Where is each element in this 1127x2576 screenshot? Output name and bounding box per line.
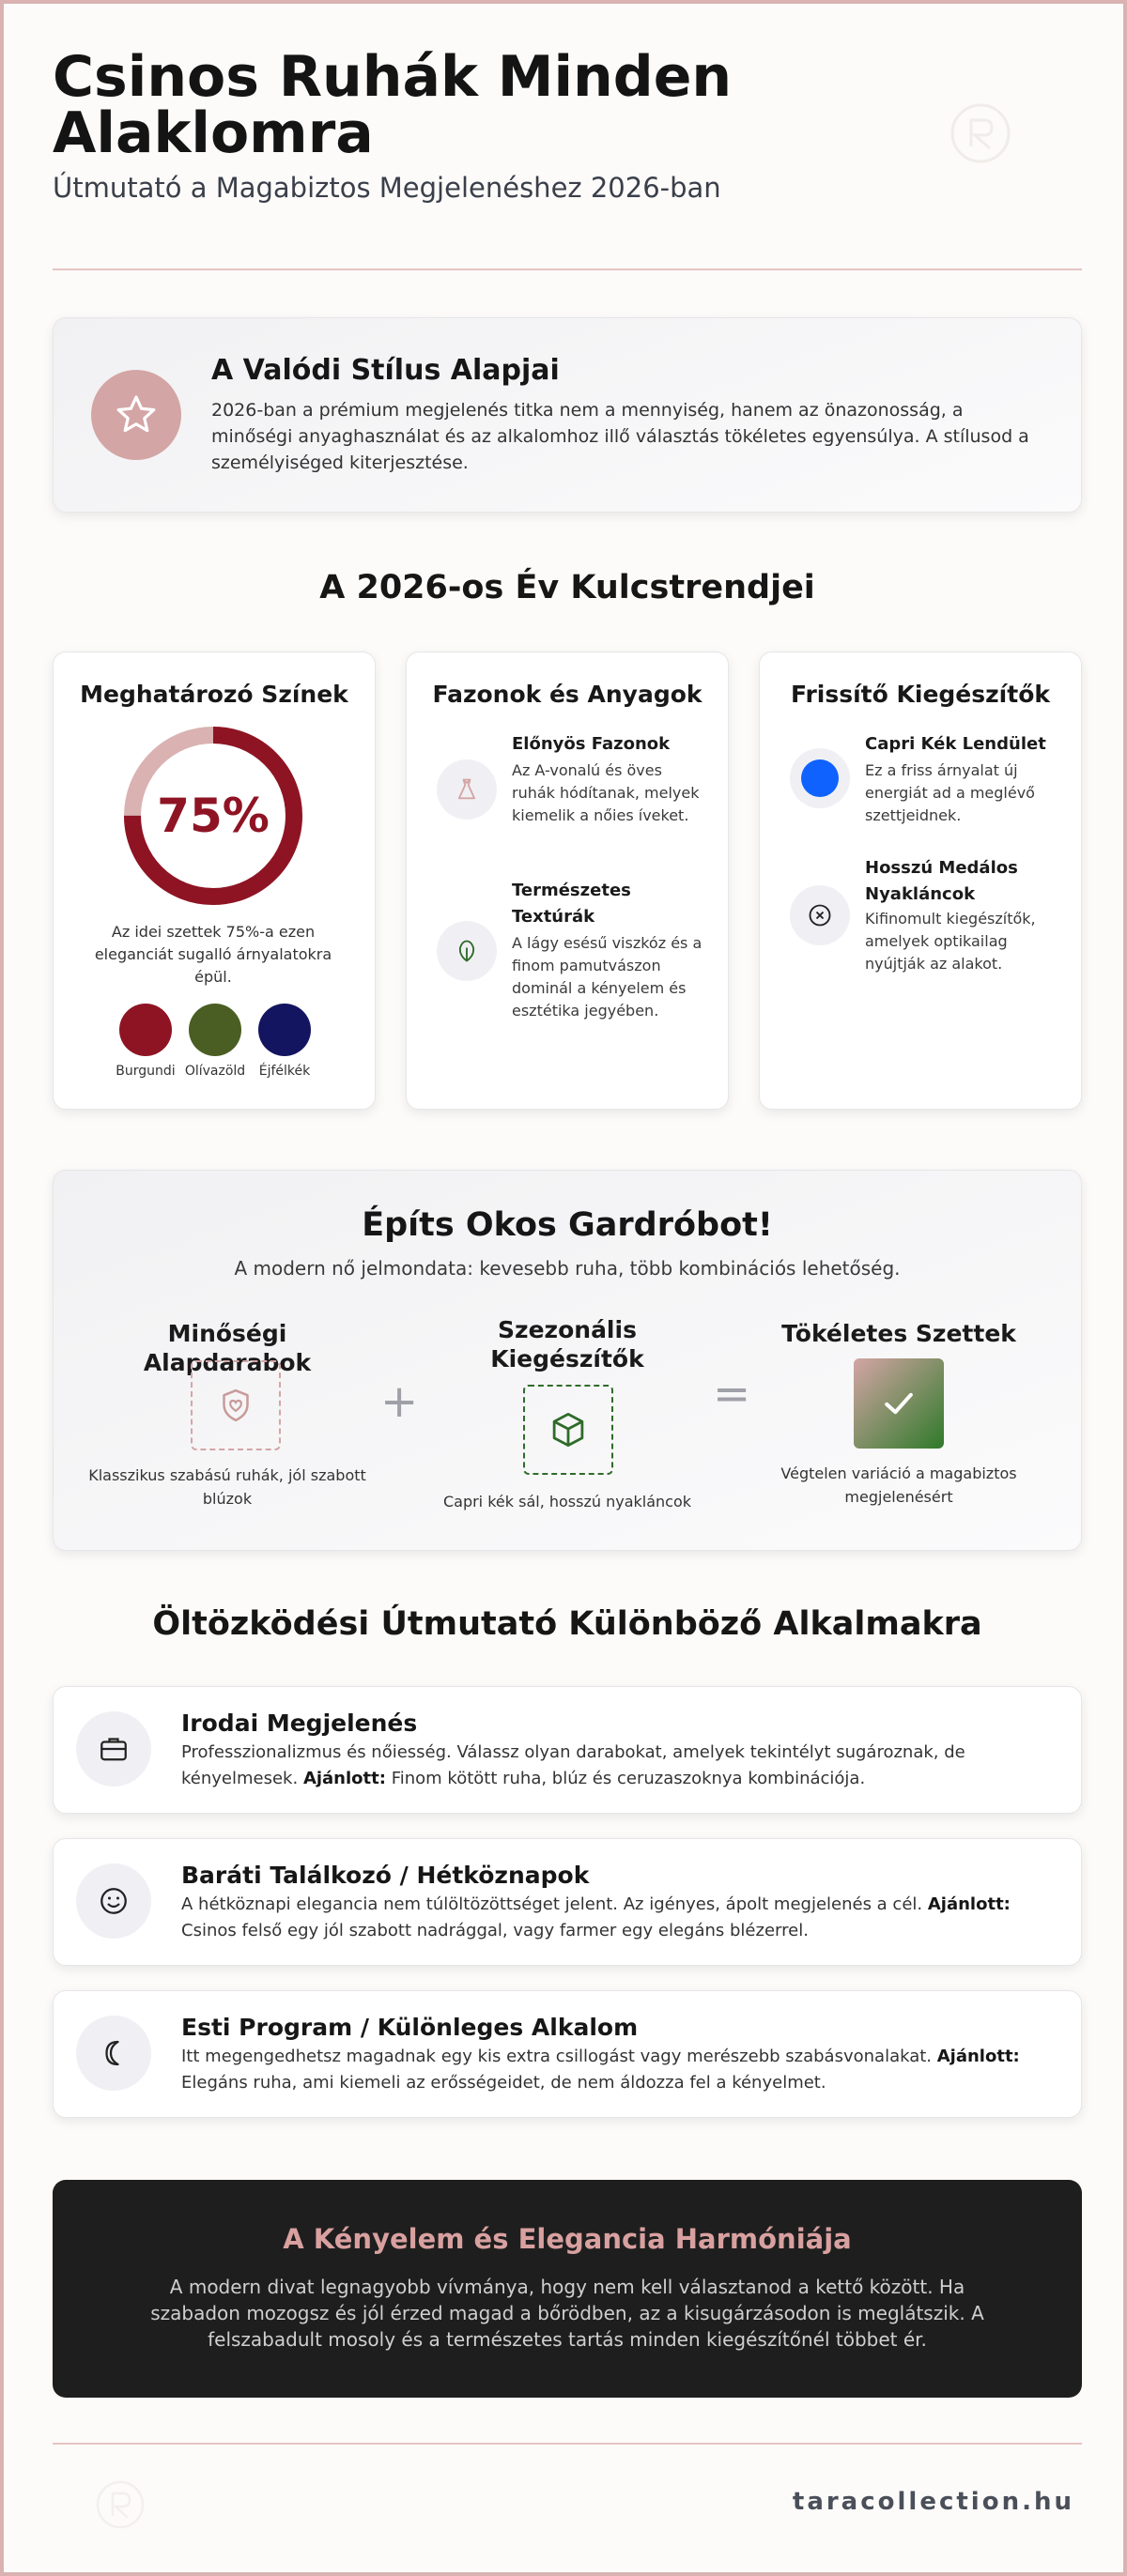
occasions-title: Öltözködési Útmutató Különböző Alkalmakra xyxy=(152,1605,982,1643)
swatch-label: Éjfélkék xyxy=(258,1064,311,1079)
swatch-label: Burgundi xyxy=(116,1064,176,1079)
accessories-title: Frissítő Kiegészítők xyxy=(790,681,1051,708)
seasonal-text: Capri kék sál, hosszú nyakláncok xyxy=(442,1493,692,1510)
occasion-title: Baráti Találkozó / Hétköznapok xyxy=(181,1862,590,1889)
swatch-olive xyxy=(189,1004,241,1056)
harmony-banner xyxy=(53,2180,1082,2398)
page-header xyxy=(53,44,1082,206)
occasion-text: Professzionalizmus és nőiesség. Válassz olyan darabokat, amelyek tekintélyt sugároznak, de kényelmesek. Ajánlott: Finom kötött ruha, blúz és ceruzaszoknya kombinációja. xyxy=(181,1742,965,1788)
wardrobe-card xyxy=(53,1170,1082,1551)
wardrobe-title: Építs Okos Gardróbot! xyxy=(362,1206,773,1244)
perfect-title: Tökéletes Szettek xyxy=(781,1320,1016,1347)
accessories-card xyxy=(759,652,1082,1110)
dress-icon xyxy=(437,759,497,820)
feature-title: Hosszú Medálos Nyakláncok xyxy=(865,858,1018,904)
page-title: Csinos Ruhák Minden Alaklomra xyxy=(53,44,733,166)
occasion-text: A hétköznapi elegancia nem túlöltözöttséget jelent. Az igényes, ápolt megjelenés a cél. Ajánlott: Csinos felső egy jól szabott nadrággal, vagy farmer egy elegáns blézerrel. xyxy=(181,1894,1011,1940)
monogram-logo-icon xyxy=(94,2478,147,2531)
blue-dot-icon xyxy=(790,748,850,808)
feature-title: Természetes Textúrák xyxy=(512,881,631,927)
basics-text: Klasszikus szabású ruhák, jól szabott blúzok xyxy=(88,1466,366,1508)
footer-domain-link[interactable]: taracollection.hu xyxy=(792,2488,1074,2516)
cube-icon xyxy=(523,1385,613,1475)
intro-text: 2026-ban a prémium megjelenés titka nem a mennyiség, hanem az önazonosság, a minőségi anyaghasználat és az alkalomhoz illő választás tökéletes egyensúlya. A stílusod a személyiséged kiterjesztése. xyxy=(211,400,1029,473)
recommend-label: Ajánlott: xyxy=(927,1894,1011,1914)
harmony-title: A Kényelem és Elegancia Harmóniája xyxy=(283,2223,852,2255)
plus-sign: + xyxy=(380,1375,419,1428)
star-icon xyxy=(91,370,181,460)
donut-percent-label: 75% xyxy=(157,789,270,843)
occasion-title: Irodai Megjelenés xyxy=(181,1710,418,1737)
feature-title: Előnyös Fazonok xyxy=(512,734,671,754)
colors-card xyxy=(53,652,376,1110)
shapes-card xyxy=(406,652,729,1110)
divider xyxy=(53,268,1082,270)
equals-sign: = xyxy=(713,1368,751,1420)
briefcase-icon xyxy=(76,1711,151,1786)
intro-card xyxy=(53,317,1082,513)
occasion-title: Esti Program / Különleges Alkalom xyxy=(181,2014,639,2041)
check-icon xyxy=(854,1358,944,1449)
shapes-title: Fazonok és Anyagok xyxy=(432,681,702,708)
shield-heart-icon xyxy=(191,1360,281,1450)
page-subtitle: Útmutató a Magabiztos Megjelenéshez 2026-ban xyxy=(53,172,721,204)
occasion-card-casual xyxy=(53,1838,1082,1966)
necklace-icon xyxy=(790,885,850,945)
feature-text: Az A-vonalú és öves ruhák hódítanak, melyek kiemelik a nőies íveket. xyxy=(512,761,700,824)
moon-icon xyxy=(76,2016,151,2091)
recommend-label: Ajánlott: xyxy=(302,1769,386,1788)
monogram-logo-icon xyxy=(947,100,1014,167)
leaf-icon xyxy=(437,921,497,981)
occasion-card-evening xyxy=(53,1990,1082,2118)
swatch-midnight xyxy=(258,1004,311,1056)
footer-divider xyxy=(53,2443,1082,2445)
swatch-label: Olívazöld xyxy=(184,1064,246,1079)
trends-title: A 2026-os Év Kulcstrendjei xyxy=(319,569,815,606)
colors-caption: Az idei szettek 75%-a ezen eleganciát sugalló árnyalatokra épül. xyxy=(94,923,332,986)
feature-title: Capri Kék Lendület xyxy=(865,734,1046,754)
colors-title: Meghatározó Színek xyxy=(80,681,348,708)
seasonal-title: Szezonális Kiegészítők xyxy=(490,1316,644,1372)
smile-icon xyxy=(76,1863,151,1939)
harmony-text: A modern divat legnagyobb vívmánya, hogy nem kell választanod a kettő között. Ha szabadon mozogsz és jól érzed magad a bőrödben, az a kisugárzásodon is meglátszik. A felszabadult mosoly és a természetes tartás minden kiegészítőnél többet ér. xyxy=(150,2276,984,2351)
recommend-label: Ajánlott: xyxy=(936,2047,1020,2066)
occasion-text: Itt megengedhetsz magadnak egy kis extra csillogást vagy merészebb szabásvonalakat. Ajánlott: Elegáns ruha, ami kiemeli az erősségeidet, de nem áldozza fel a kényelmet. xyxy=(181,2047,1020,2093)
perfect-text: Végtelen variáció a magabiztos megjelenésért xyxy=(780,1464,1017,1506)
intro-title: A Valódi Stílus Alapjai xyxy=(211,354,560,387)
basics-title: Minőségi Alapdarabok xyxy=(143,1320,312,1376)
feature-text: A lágy esésű viszkóz és a finom pamutvászon dominál a kényelem és esztétika jegyében. xyxy=(512,934,702,1020)
wardrobe-subtitle: A modern nő jelmondata: kevesebb ruha, több kombinációs lehetőség. xyxy=(234,1257,901,1280)
swatch-burgundy xyxy=(119,1004,172,1056)
occasion-card-office xyxy=(53,1686,1082,1814)
feature-text: Kifinomult kiegészítők, amelyek optikailag nyújtják az alakot. xyxy=(865,910,1036,973)
feature-text: Ez a friss árnyalat új energiát ad a meglévő szettjeidnek. xyxy=(865,761,1035,824)
